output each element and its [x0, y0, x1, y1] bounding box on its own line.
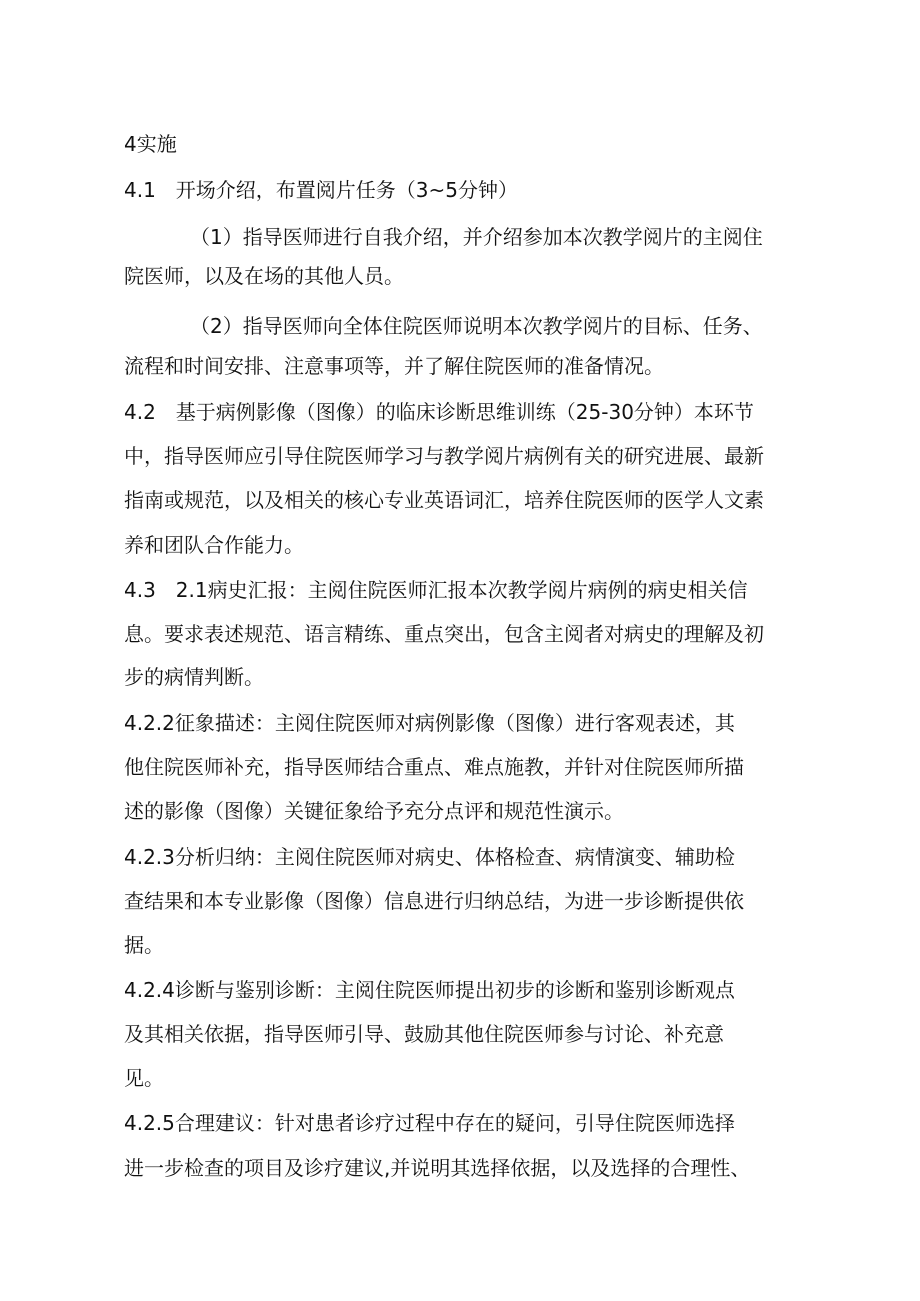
paragraph-line: 据。	[124, 933, 164, 957]
subsection-heading: 4.2.3分析归纳：主阅住院医师对病史、体格检查、病情演变、辅助检	[124, 845, 735, 869]
paragraph-line: 指南或规范，以及相关的核心专业英语词汇，培养住院医师的医学人文素	[124, 488, 764, 512]
paragraph-line: 中，指导医师应引导住院医师学习与教学阅片病例有关的研究进展、最新	[124, 444, 764, 468]
subsection-heading: 4.2 基于病例影像（图像）的临床诊断思维训练（25-30分钟）本环节	[124, 400, 754, 424]
paragraph-line: 养和团队合作能力。	[124, 533, 304, 557]
subsection-heading: 4.2.5合理建议：针对患者诊疗过程中存在的疑问，引导住院医师选择	[124, 1111, 735, 1135]
paragraph-line: （1）指导医师进行自我介绍，并介绍参加本次教学阅片的主阅住	[190, 225, 763, 249]
paragraph-line: 见。	[124, 1066, 164, 1090]
paragraph-line: 他住院医师补充，指导医师结合重点、难点施教，并针对住院医师所描	[124, 755, 744, 779]
paragraph-line: 述的影像（图像）关键征象给予充分点评和规范性演示。	[124, 799, 624, 823]
paragraph-line: 院医师，以及在场的其他人员。	[124, 264, 404, 288]
subsection-heading: 4.3 2.1病史汇报：主阅住院医师汇报本次教学阅片病例的病史相关信	[124, 578, 748, 602]
paragraph-line: 及其相关依据，指导医师引导、鼓励其他住院医师参与讨论、补充意	[124, 1022, 724, 1046]
subsection-heading: 4.2.4诊断与鉴别诊断：主阅住院医师提出初步的诊断和鉴别诊断观点	[124, 978, 735, 1002]
paragraph-line: 进一步检查的项目及诊疗建议,并说明其选择依据，以及选择的合理性、	[124, 1156, 751, 1180]
paragraph-line: 流程和时间安排、注意事项等，并了解住院医师的准备情况。	[124, 354, 664, 378]
paragraph-line: 息。要求表述规范、语言精练、重点突出，包含主阅者对病史的理解及初	[124, 622, 764, 646]
subsection-heading: 4.1 开场介绍，布置阅片任务（3~5分钟）	[124, 178, 519, 202]
paragraph-line: 查结果和本专业影像（图像）信息进行归纳总结，为进一步诊断提供依	[124, 889, 744, 913]
subsection-heading: 4.2.2征象描述：主阅住院医师对病例影像（图像）进行客观表述，其	[124, 711, 735, 735]
paragraph-line: （2）指导医师向全体住院医师说明本次教学阅片的目标、任务、	[190, 314, 763, 338]
section-heading: 4实施	[124, 132, 177, 156]
paragraph-line: 步的病情判断。	[124, 665, 264, 689]
